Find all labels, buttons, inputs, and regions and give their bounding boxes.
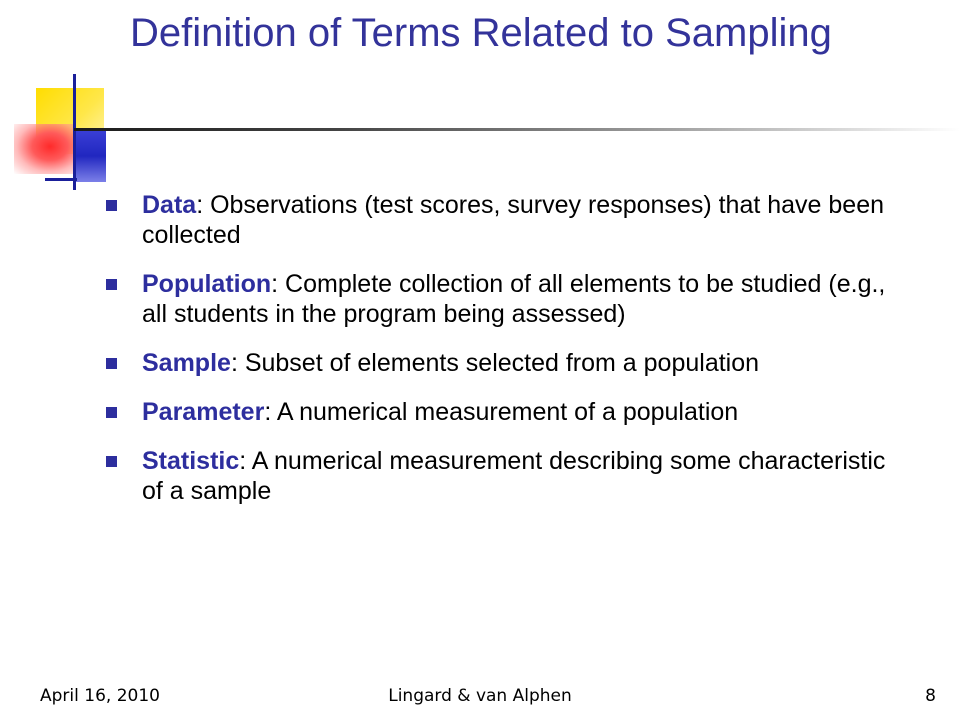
decor-blue-bar	[76, 130, 106, 182]
page-number: 8	[925, 686, 936, 706]
square-bullet-icon	[106, 200, 117, 211]
definition-item-data	[104, 190, 904, 250]
definition-list	[104, 190, 904, 525]
definition-text: : Observations (test scores, survey responses) that have been collected	[142, 191, 885, 249]
definition-text: : A numerical measurement describing some characteristic of a sample	[142, 447, 886, 505]
footer-date: April 16, 2010	[40, 686, 160, 706]
slide-title: Definition of Terms Related to Sampling	[130, 11, 832, 55]
square-bullet-icon	[106, 358, 117, 369]
decor-vertical-line	[73, 74, 76, 190]
decor-horizontal-line	[45, 178, 77, 181]
definition-item-sample	[104, 348, 904, 378]
definition-text: : A numerical measurement of a population	[264, 398, 739, 426]
term-label: Data	[142, 191, 197, 219]
footer-author: Lingard & van Alphen	[388, 686, 572, 706]
definition-text: : Complete collection of all elements to be studied (e.g., all students in the program being assessed)	[142, 270, 886, 328]
term-label: Population	[142, 270, 272, 298]
definition-item-statistic	[104, 446, 904, 506]
title-underline	[74, 128, 960, 131]
term-label: Sample	[142, 349, 231, 377]
definition-item-parameter	[104, 397, 904, 427]
square-bullet-icon	[106, 456, 117, 467]
definition-item-population	[104, 269, 904, 329]
square-bullet-icon	[106, 279, 117, 290]
square-bullet-icon	[106, 407, 117, 418]
term-label: Parameter	[142, 398, 265, 426]
term-label: Statistic	[142, 447, 240, 475]
decor-red-glow	[14, 124, 74, 174]
definition-text: : Subset of elements selected from a population	[230, 349, 760, 377]
